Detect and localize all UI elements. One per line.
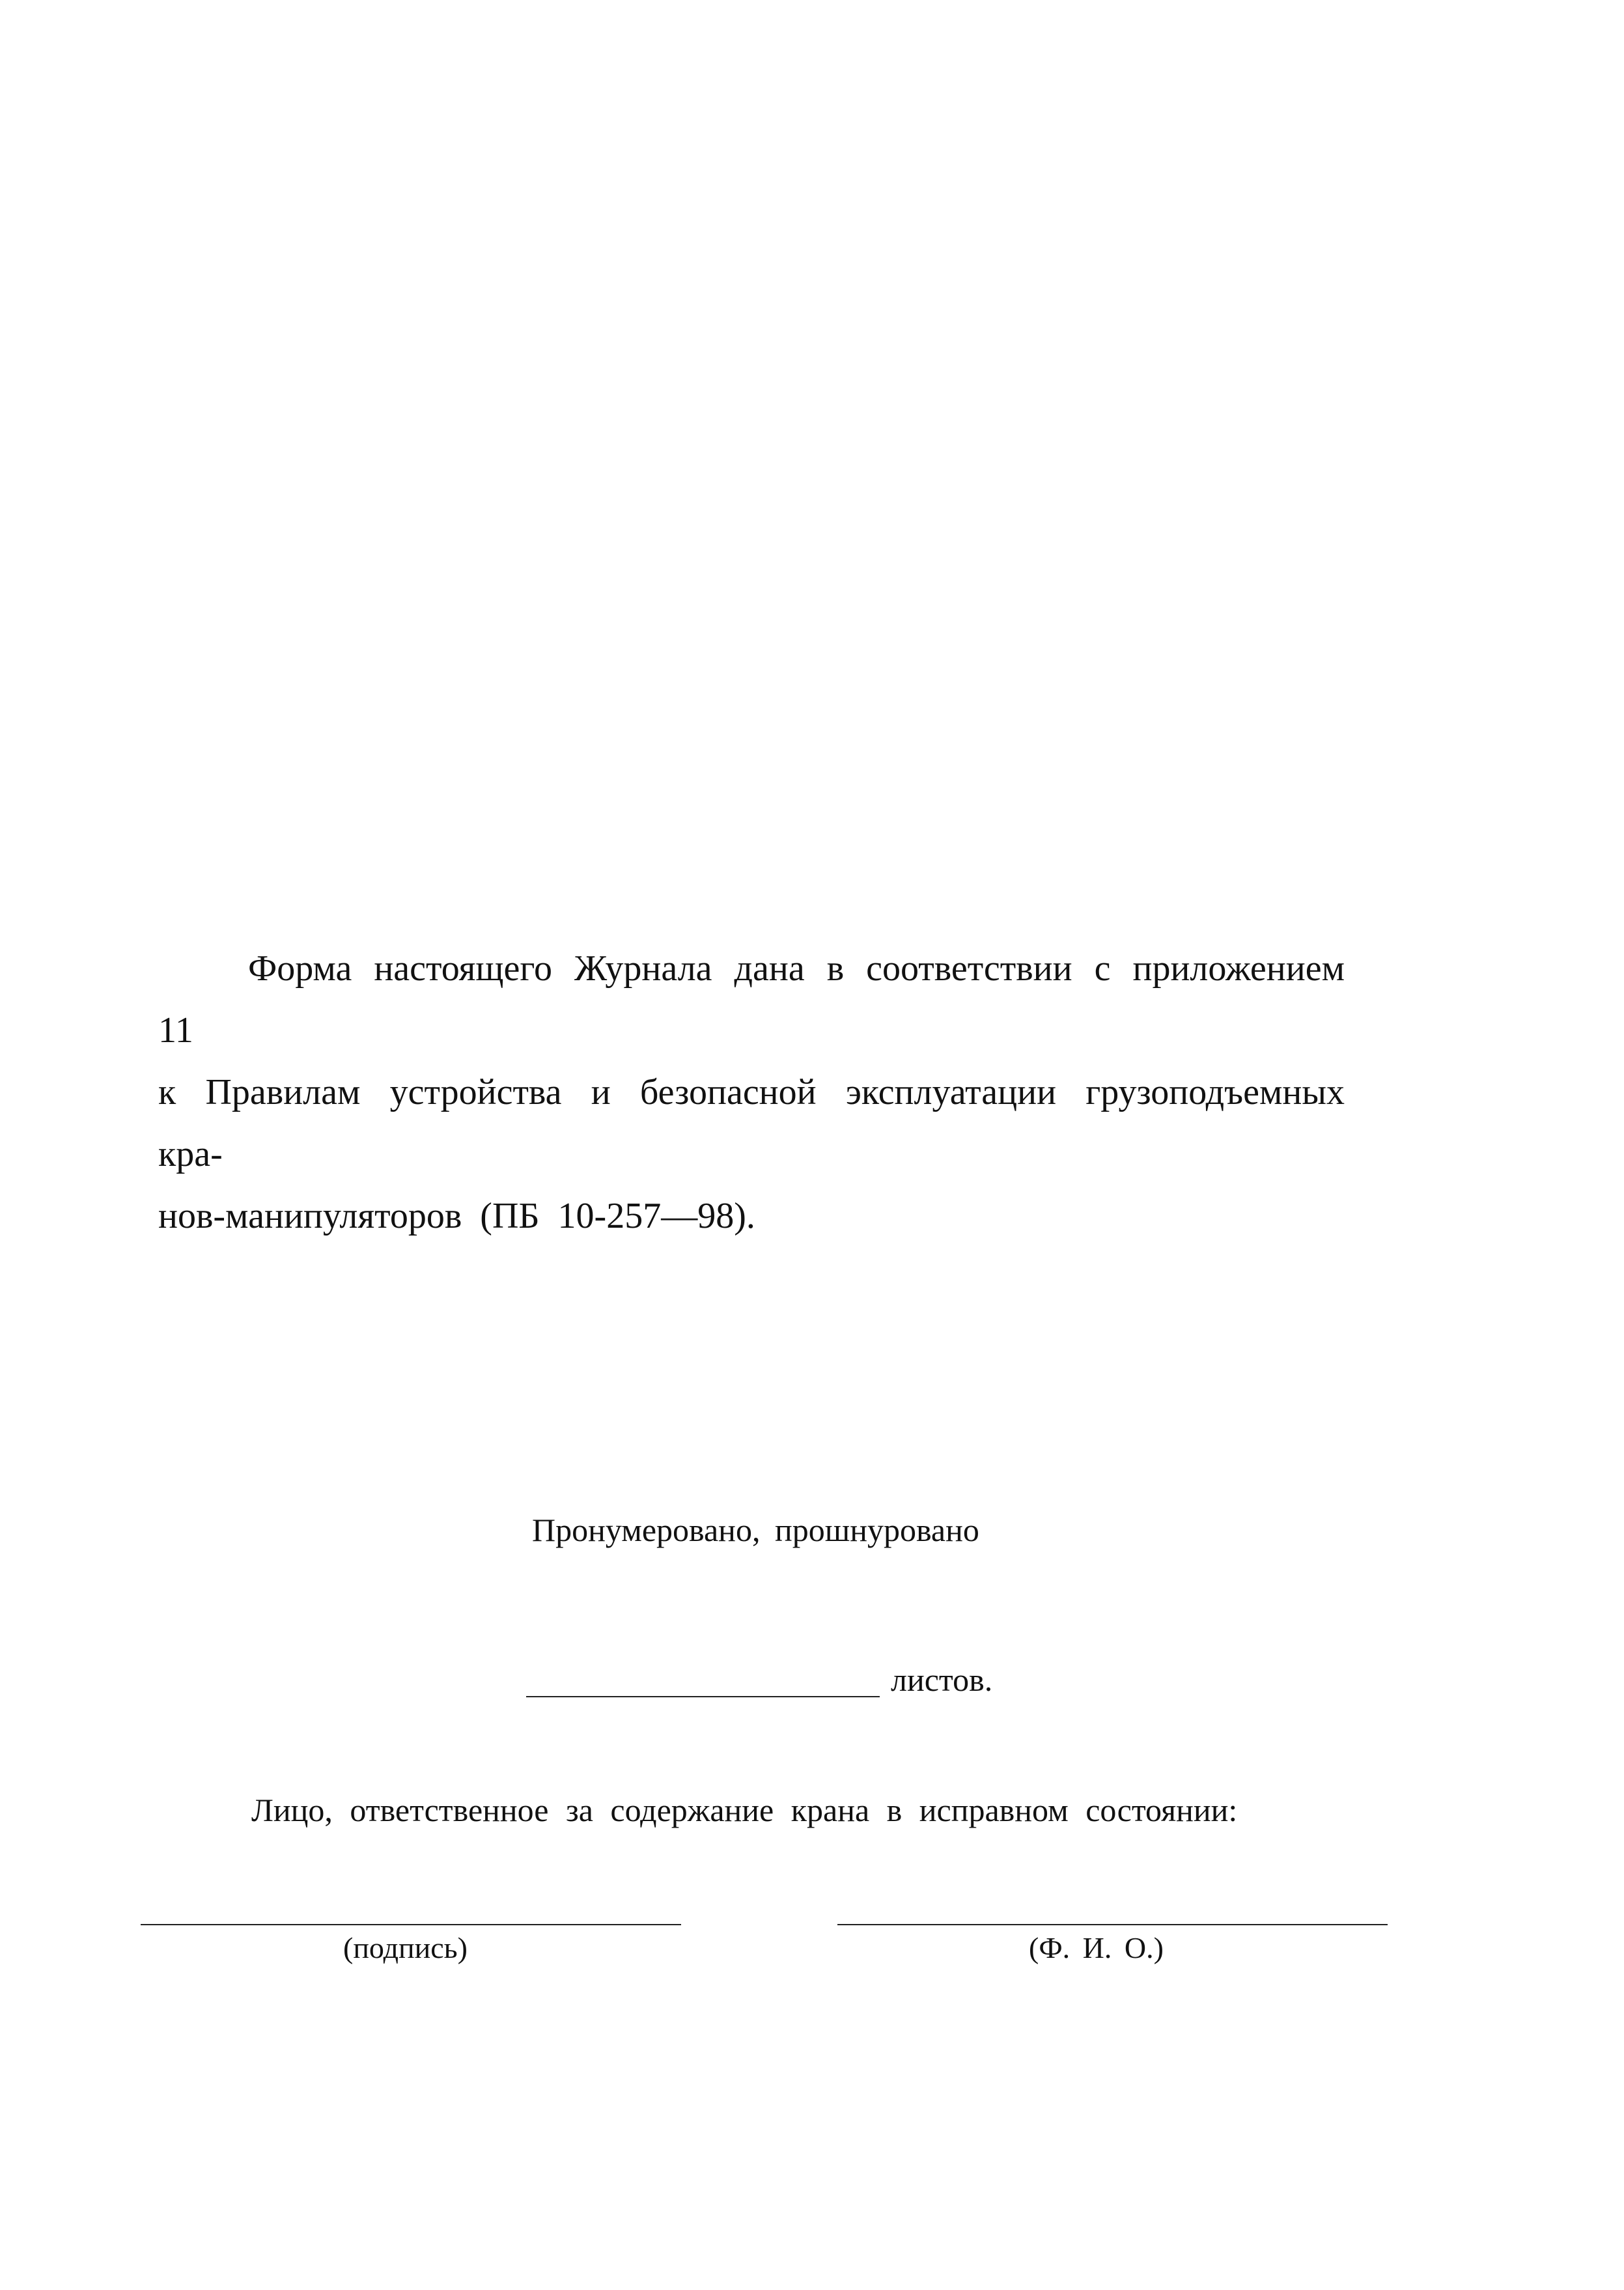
paragraph-line-1: Форма настоящего Журнала дана в соответствии с приложением 11 [158, 948, 1345, 1051]
responsible-person-label: Лицо, ответственное за содержание крана в исправном состоянии: [251, 1792, 1238, 1828]
paragraph-line-3: нов-манипуляторов (ПБ 10-257—98). [158, 1196, 755, 1236]
paragraph-line-2: к Правилам устройства и безопасной эксплуатации грузоподъемных кра- [158, 1072, 1345, 1174]
signature-blank[interactable] [141, 1924, 681, 1925]
full-name-blank[interactable] [837, 1924, 1388, 1925]
form-reference-paragraph [158, 938, 1345, 1247]
numbered-laced-label: Пронумеровано, прошнуровано [532, 1512, 979, 1548]
sheets-count-blank[interactable] [526, 1696, 880, 1697]
signature-caption: (подпись) [343, 1931, 468, 1964]
sheets-label: листов. [891, 1661, 993, 1698]
full-name-caption: (Ф. И. О.) [1029, 1931, 1164, 1964]
